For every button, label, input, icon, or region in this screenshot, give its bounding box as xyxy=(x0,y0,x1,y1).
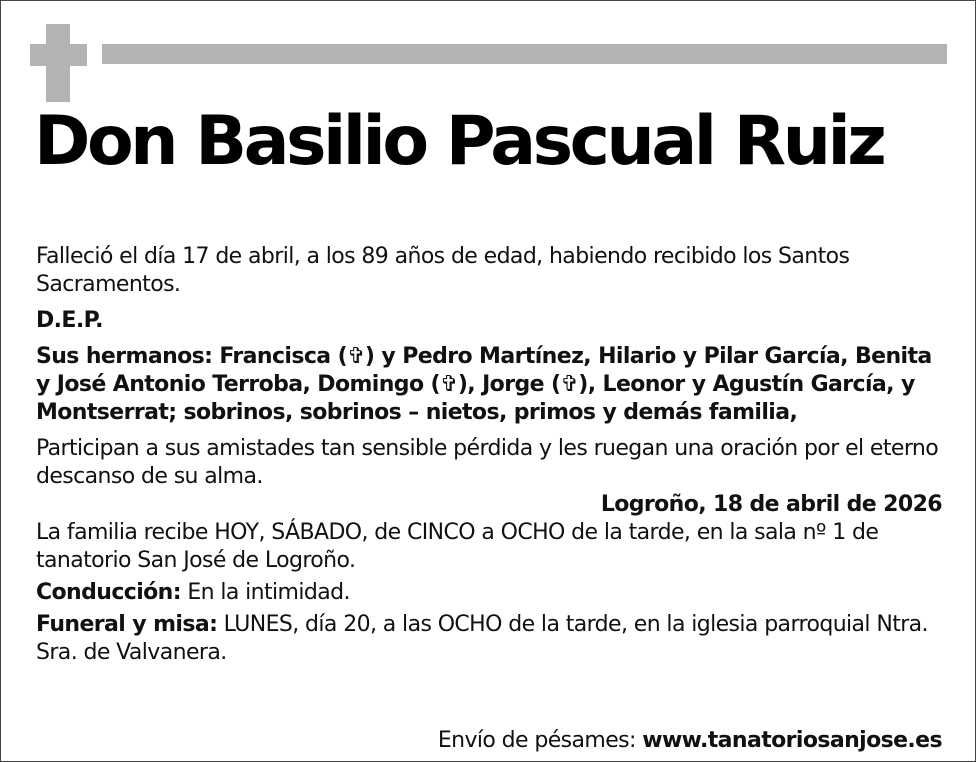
cross-icon: ✞ xyxy=(560,372,579,397)
cross-icon-horizontal xyxy=(30,44,87,66)
family-text-2: ) y Pedro Martínez, Hilario y Pilar García, Benita y José Antonio Terroba, Domingo ( xyxy=(36,344,932,397)
place-date: Logroño, 18 de abril de 2026 xyxy=(600,492,942,517)
notice-body xyxy=(36,243,946,667)
header-rule xyxy=(102,44,947,64)
cross-icon: ✞ xyxy=(439,372,458,397)
funeral-info xyxy=(36,611,946,667)
conduction-info xyxy=(36,579,946,607)
dep-line: D.E.P. xyxy=(36,308,103,333)
condolences-label: Envío de pésames: xyxy=(437,728,643,753)
deceased-name: Don Basilio Pascual Ruiz xyxy=(34,102,884,181)
conduction-text: En la intimidad. xyxy=(180,580,350,605)
family-list xyxy=(36,343,946,427)
conduction-label: Conducción: xyxy=(36,580,181,605)
family-text-4: ), Leonor y Agustín García, y Montserrat; sobrinos, sobrinos – nietos, primos y demás familia, xyxy=(36,372,915,425)
viewing-info: La familia recibe HOY, SÁBADO, de CINCO a OCHO de la tarde, en la sala nº 1 de tanatorio San José de Logroño. xyxy=(36,520,879,573)
funeral-text: LUNES, día 20, a las OCHO de la tarde, en la iglesia parroquial Ntra. Sra. de Valvanera. xyxy=(36,612,928,665)
condolences-line xyxy=(438,728,942,753)
death-statement: Falleció el día 17 de abril, a los 89 años de edad, habiendo recibido los Santos Sacramentos. xyxy=(36,244,850,297)
condolences-url[interactable]: www.tanatoriosanjose.es xyxy=(642,728,942,753)
funeral-label: Funeral y misa: xyxy=(36,612,218,637)
prayer-request: Participan a sus amistades tan sensible pérdida y les ruegan una oración por el eterno descanso de su alma. xyxy=(36,436,939,489)
family-text-3: ), Jorge ( xyxy=(457,372,561,397)
family-text-1: Sus hermanos: Francisca ( xyxy=(36,344,348,369)
cross-icon: ✞ xyxy=(347,344,365,369)
